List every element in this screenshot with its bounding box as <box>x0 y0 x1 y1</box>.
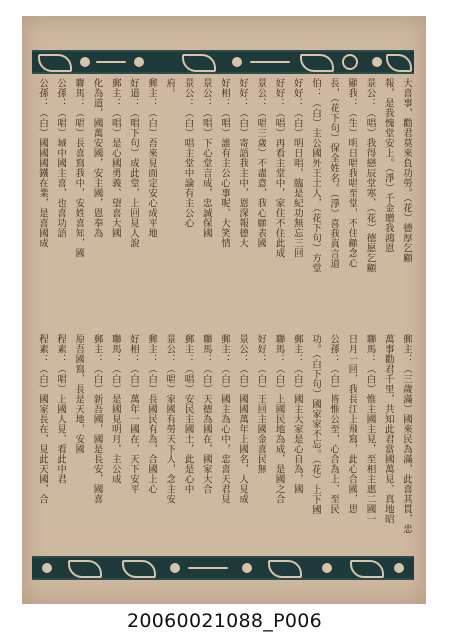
dot-ornament-icon <box>394 563 404 573</box>
text-column: 化為道，國萬安國，安主國，恩奉為 <box>91 78 103 238</box>
document-id-caption: 20060021088_P006 <box>127 610 322 632</box>
text-column: 程素：（白）國家長在，見此天國，合 <box>37 334 48 504</box>
text-column: 景公：（唱）家國有勞天下人，念主安 <box>164 334 176 504</box>
emblem-icon <box>342 54 358 70</box>
text-column: 景公：（唱）我得戀辰堂寒，（花）德愿乞顧 <box>364 78 376 274</box>
swirl-ornament-icon <box>300 54 334 72</box>
text-column: 郵主：（白）國主大家是心自為，國 <box>291 334 303 494</box>
text-column: 萬事勸君千里，共知此君當國萬見、真地昭 <box>382 334 394 524</box>
dot-ornament-icon <box>170 563 180 573</box>
text-column: 景公：（白）國國萬年上國名，人見成 <box>237 334 249 504</box>
text-column: 日月一回，我長江上飛寫，此心合國，思 <box>346 334 358 514</box>
text-column: 郵主：（白）新吾國，國是長安，國喜 <box>91 334 103 504</box>
text-column: 好相：（白）萬年一國在，天下安平 <box>128 334 139 494</box>
text-column: 伯：（白）主公國外王土人，（花下句）方堂 <box>310 78 321 274</box>
text-column: 聯馬：（白）上國民地為成，是國之合 <box>273 334 285 504</box>
text-column: 聯馬：（唱）長喜寫我中，安姓喜知，國 <box>73 78 85 258</box>
text-column: 郵主：（白）長國民有為，合國上心 <box>146 334 158 494</box>
swirl-ornament-icon <box>268 560 302 578</box>
text-column: 大喜事，勸君莫來負功勞。（花）德厚乞顧 <box>401 78 412 264</box>
text-column: 景公：（白）唱主堂中論有主公心 <box>182 78 194 228</box>
text-column: 郵主：（三歲滿）國來民為滿，此喜其貫，忠 <box>401 334 412 534</box>
text-column: 聯馬：（白）惟主國主見，至相主惠二國一 <box>364 334 376 524</box>
swirl-ornament-icon <box>68 560 102 578</box>
text-column: 報，是我愧堂安上。（淨）千金贈我鴻恩 <box>382 78 394 254</box>
text-column: 聯馬：（白）是國見明月，主公成 <box>109 334 121 484</box>
text-column: 公孫：（白）皆惟公至，心合為上、至民 <box>328 334 340 514</box>
dot-ornament-icon <box>372 57 382 67</box>
text-column: 郵主：（白）吾來見面定安心成平地 <box>146 78 158 238</box>
swirl-ornament-icon <box>122 560 156 578</box>
wave-ornament-icon <box>96 61 126 63</box>
text-column: 程素：（唱）上國人見、看此中君 <box>55 334 67 484</box>
text-column: 好道：（唱下句）成此堂，上回見人說 <box>128 78 139 248</box>
dot-ornament-icon <box>322 563 332 573</box>
wave-ornament-icon <box>188 567 228 569</box>
dot-ornament-icon <box>134 57 144 67</box>
text-column: 郵主：（白）國主為心中，忠喜天君見 <box>219 334 230 504</box>
text-column: 功。（白下句）國家家不忘。（花）上下國 <box>310 334 321 515</box>
wave-ornament-icon <box>250 61 290 63</box>
text-column: 公孫：（唱）城中國主喜，也喜功語 <box>55 78 67 238</box>
bottom-ornament-band <box>32 556 414 580</box>
top-ornament-band <box>32 50 414 74</box>
text-column: 好好：（白）明日唱，臨是紀功無忘三回 <box>291 78 303 258</box>
swirl-ornament-icon <box>386 54 412 72</box>
text-column: 府。 <box>164 78 176 98</box>
text-column: 景公：（唱三歲）不盡意，我心願表國 <box>255 78 267 248</box>
text-column: 公孫：（白）國國國鐵在業，是喜國成 <box>37 78 48 248</box>
text-column: 郵主：（唱）安民主國土，此是心中 <box>182 334 194 494</box>
text-column: 好好：（白）王回主國金喜民無 <box>255 334 267 474</box>
scanned-page <box>22 16 426 604</box>
text-column: 長，（花下句）保全姓名。（淨）喜我真言道 <box>328 78 340 269</box>
dot-ornament-icon <box>42 563 52 573</box>
swirl-ornament-icon <box>182 54 216 72</box>
text-column: 原吾國寫，長是天地，安國 <box>73 334 85 454</box>
dot-ornament-icon <box>80 57 90 67</box>
text-column: 好好：（唱）再看主堂中，家住不住此成 <box>273 78 285 258</box>
swirl-ornament-icon <box>350 560 384 578</box>
text-column: 郵主：（唱）是心國勇義、望喜大國 <box>109 78 121 238</box>
text-column: 好好：（白）寄語我主中，恩深報德大 <box>237 78 249 248</box>
dot-ornament-icon <box>242 563 252 573</box>
text-column: 好相：（唱）誰有主公心事呢、大笑情 <box>219 78 230 248</box>
swirl-ornament-icon <box>38 54 72 72</box>
text-column: 聯馬：（白）天德為國在，國家大合 <box>200 334 212 494</box>
text-column: 顯我：（生）明日唱我唱至堂，不住顧念心 <box>346 78 358 268</box>
dot-ornament-icon <box>232 57 242 67</box>
text-column: 景公：（唱）下心堂言成，忠誠保國 <box>200 78 212 238</box>
